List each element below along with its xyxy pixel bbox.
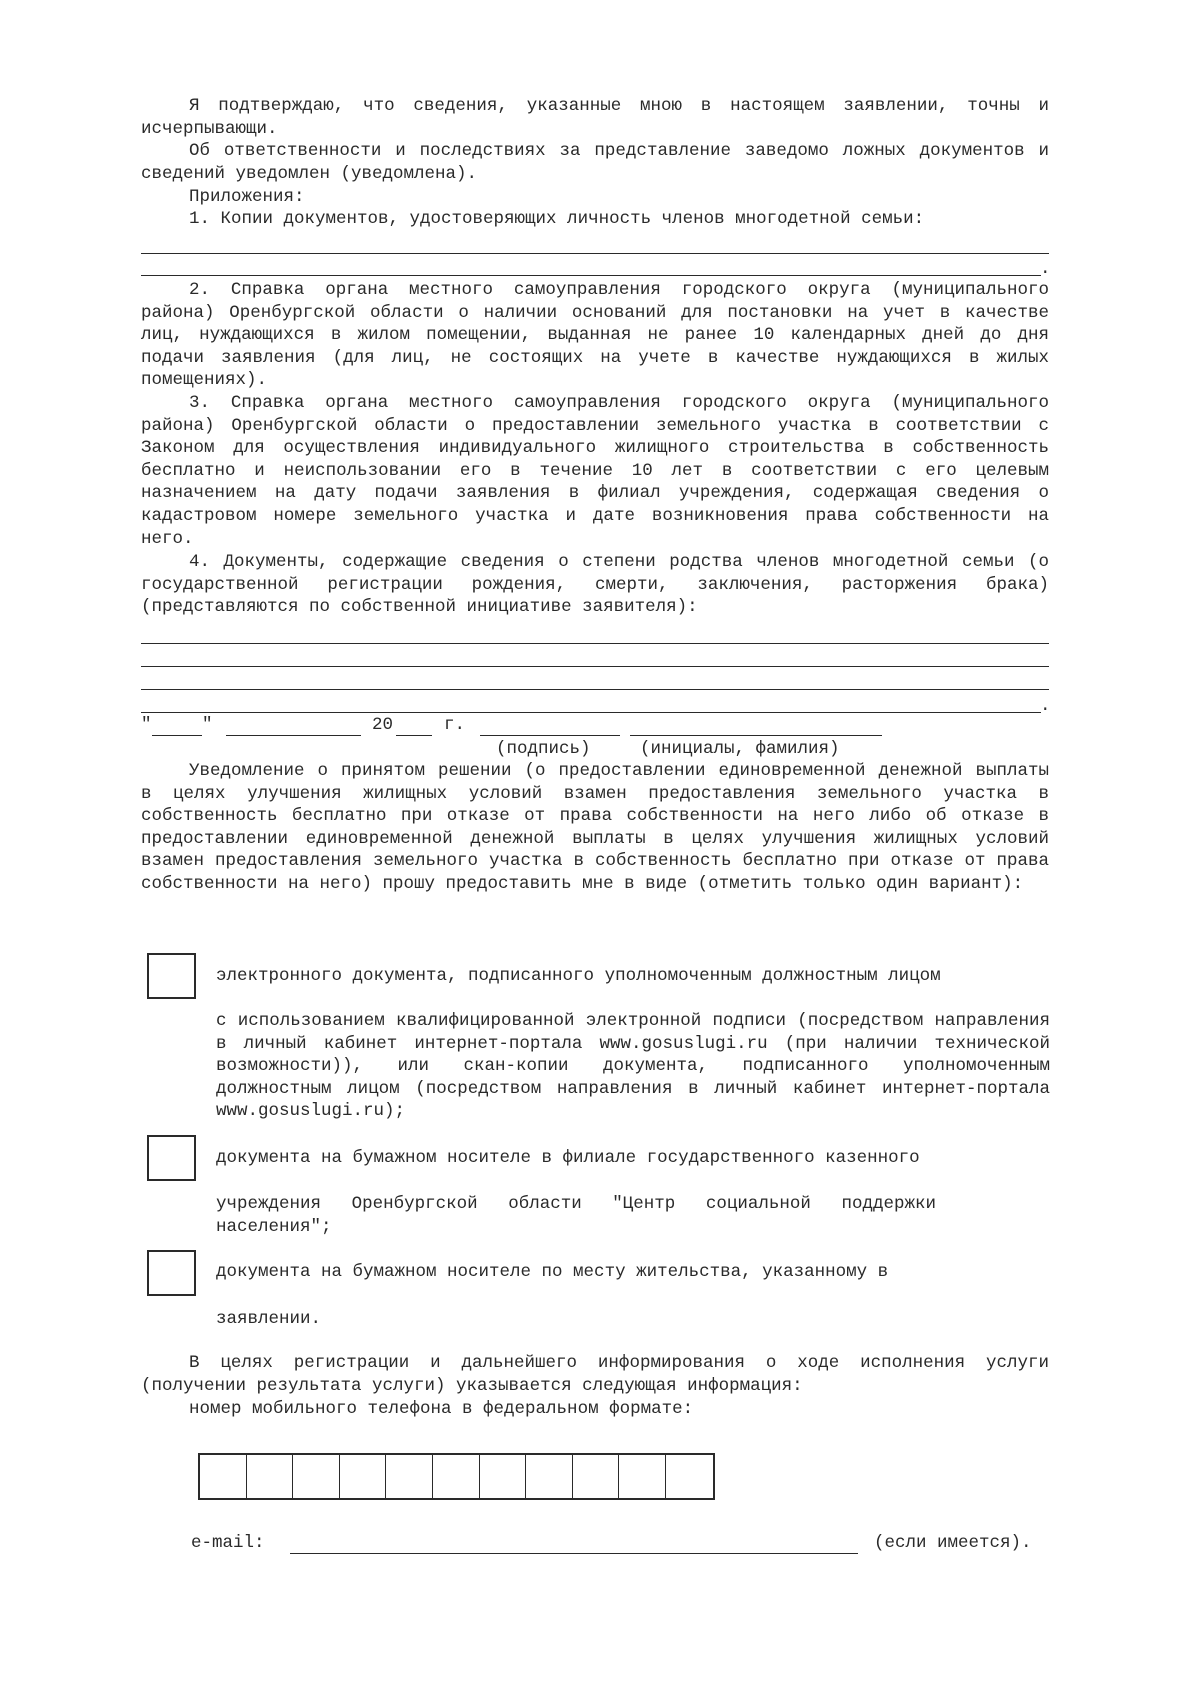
phone-digit-cell[interactable] xyxy=(526,1455,573,1498)
item1-fill-line-1[interactable] xyxy=(141,253,1049,254)
registration-paragraph: В целях регистрации и дальнейшего информирования о ходе исполнения услуги (получении результата услуги) указывается следующая информация: xyxy=(141,1353,1049,1396)
name-field[interactable] xyxy=(630,735,882,736)
date-year-prefix: 20 xyxy=(372,715,394,735)
option-paper-branch-checkbox[interactable] xyxy=(147,1135,196,1181)
option-paper-residence-line1: документа на бумажном носителе по месту жительства, указанному в xyxy=(216,1262,889,1282)
date-day-field[interactable] xyxy=(152,735,202,736)
phone-digit-cell[interactable] xyxy=(386,1455,433,1498)
signature-caption: (подпись) xyxy=(496,739,591,759)
option-electronic-line1: электронного документа, подписанного уполномоченным должностным лицом xyxy=(216,966,941,986)
option-paper-residence-checkbox[interactable] xyxy=(147,1250,196,1296)
phone-digit-cell[interactable] xyxy=(573,1455,620,1498)
option-paper-branch-text: учреждения Оренбургской области "Центр социальной поддержки населения"; xyxy=(216,1194,936,1237)
notice-paragraph: Уведомление о принятом решении (о предоставлении единовременной денежной выплаты в целях улучшения жилищных условий взамен предоставления земельного участка в собственность бесплатно при отказе от права собственности на него либо об отказе в предоставлении единовременной денежной выплаты в целях улучшения жилищных условий взамен предоставления земельного участка в собственность бесплатно при отказе от права собственности на него) прошу предоставить мне в виде (отметить только один вариант): xyxy=(141,761,1049,894)
option-electronic-text: с использованием квалифицированной электронной подписи (посредством направления в личный кабинет интернет-портала www.gosuslugi.ru (при наличии технической возможности)), или скан-копии документа, подписанного уполномоченным должностным лицом (посредством направления в личный кабинет интернет-портала www.gosuslugi.ru); xyxy=(216,1011,1050,1122)
phone-digit-cell[interactable] xyxy=(293,1455,340,1498)
signature-field[interactable] xyxy=(480,735,620,736)
phone-input-grid[interactable] xyxy=(198,1453,715,1500)
date-year-suffix: г. xyxy=(444,715,466,735)
attachment-item-2: 2. Справка органа местного самоуправления городского округа (муниципального района) Оренбургской области о наличии оснований для постановки на учет в качестве лиц, нуждающихся в жилом помещении, выданная не ранее 10 календарных дней до дня подачи заявления (для лиц, не состоящих на учете в качестве нуждающихся в жилых помещениях). xyxy=(141,280,1049,391)
attachment-item-1: 1. Копии документов, удостоверяющих личность членов многодетной семьи: xyxy=(189,209,925,229)
attachments-header: Приложения: xyxy=(189,187,305,207)
date-quote-close: " xyxy=(202,715,213,735)
item4-fill-line-4[interactable] xyxy=(141,712,1041,713)
email-input-line[interactable] xyxy=(290,1553,858,1554)
email-label: e-mail: xyxy=(191,1533,265,1553)
phone-digit-cell[interactable] xyxy=(200,1455,247,1498)
phone-digit-cell[interactable] xyxy=(247,1455,294,1498)
responsibility-paragraph: Об ответственности и последствиях за представление заведомо ложных документов и сведений уведомлен (уведомлена). xyxy=(141,141,1049,184)
item1-end-dot: . xyxy=(1040,259,1051,279)
item4-fill-line-3[interactable] xyxy=(141,689,1049,690)
date-month-field[interactable] xyxy=(226,735,361,736)
item4-end-dot: . xyxy=(1040,696,1051,716)
phone-digit-cell[interactable] xyxy=(480,1455,527,1498)
phone-digit-cell[interactable] xyxy=(433,1455,480,1498)
phone-digit-cell[interactable] xyxy=(340,1455,387,1498)
phone-label: номер мобильного телефона в федеральном формате: xyxy=(189,1399,694,1419)
option-electronic-checkbox[interactable] xyxy=(147,953,196,999)
phone-digit-cell[interactable] xyxy=(619,1455,666,1498)
email-suffix: (если имеется). xyxy=(874,1533,1032,1553)
option-paper-residence-text: заявлении. xyxy=(216,1309,322,1329)
date-year-field[interactable] xyxy=(396,735,432,736)
item4-fill-line-2[interactable] xyxy=(141,666,1049,667)
attachment-item-3: 3. Справка органа местного самоуправления городского округа (муниципального района) Оренбургской области о предоставлении земельного участка в соответствии с Законом для осуществления индивидуального жилищного строительства в собственность бесплатно и неиспользовании его в течение 10 лет в соответствии с его целевым назначением на дату подачи заявления в филиал учреждения, содержащая сведения о кадастровом номере земельного участка и дате возникновения права собственности на него. xyxy=(141,393,1049,549)
item4-fill-line-1[interactable] xyxy=(141,643,1049,644)
date-quote-open: " xyxy=(141,715,152,735)
name-caption: (инициалы, фамилия) xyxy=(640,739,840,759)
phone-digit-cell[interactable] xyxy=(666,1455,713,1498)
item1-fill-line-2[interactable] xyxy=(141,275,1041,276)
attachment-item-4: 4. Документы, содержащие сведения о степени родства членов многодетной семьи (о государственной регистрации рождения, смерти, заключения, расторжения брака) (представляются по собственной инициативе заявителя): xyxy=(141,552,1049,618)
confirm-paragraph: Я подтверждаю, что сведения, указанные мною в настоящем заявлении, точны и исчерпывающи. xyxy=(141,96,1049,139)
option-paper-branch-line1: документа на бумажном носителе в филиале государственного казенного xyxy=(216,1148,920,1168)
